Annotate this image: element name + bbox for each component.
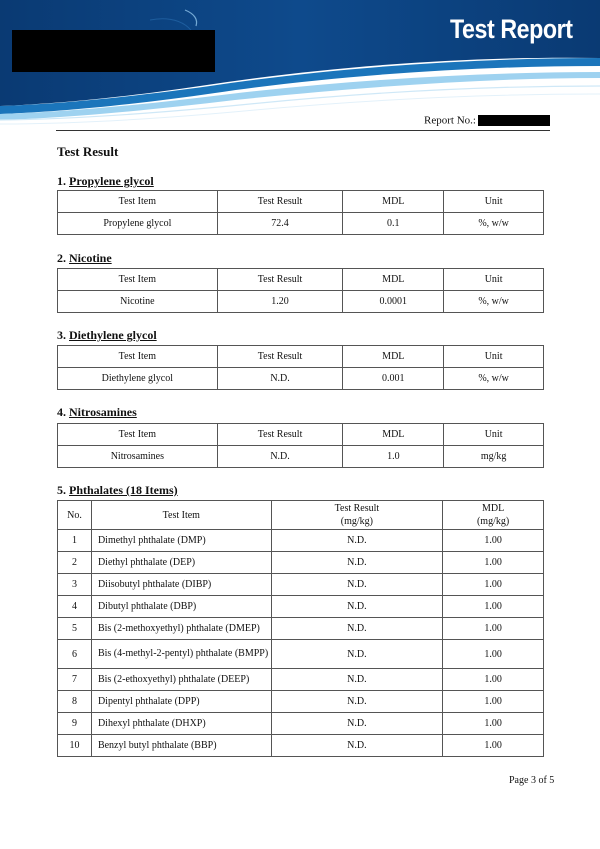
- cell-no: 2: [58, 552, 92, 574]
- cell-result: N.D.: [271, 735, 443, 757]
- page-number: Page 3 of 5: [509, 775, 555, 786]
- report-header: [0, 0, 600, 130]
- table-header-row: [58, 191, 544, 213]
- cell-no: 5: [58, 618, 92, 640]
- header-cell-no: No.: [58, 501, 92, 530]
- cell-result: N.D.: [271, 574, 443, 596]
- cell-mdl: 1.00: [443, 669, 544, 691]
- cell-mdl: 1.00: [443, 640, 544, 669]
- table-row: [58, 574, 544, 596]
- redacted-report-number: [478, 115, 550, 126]
- table-row: [58, 596, 544, 618]
- table-row: [58, 735, 544, 757]
- cell-no: 1: [58, 530, 92, 552]
- header-cell: Test Result: [217, 424, 343, 446]
- cell-item: Dimethyl phthalate (DMP): [91, 530, 271, 552]
- section-title-diethylene-glycol: 3. Diethylene glycol: [57, 328, 157, 342]
- header-cell: Test Item: [58, 346, 218, 368]
- header-cell: Test Result: [217, 346, 343, 368]
- table-row: [58, 669, 544, 691]
- section-title-nitrosamines: 4. Nitrosamines: [57, 405, 137, 419]
- cell-item: Dibutyl phthalate (DBP): [91, 596, 271, 618]
- cell-item: Diisobutyl phthalate (DIBP): [91, 574, 271, 596]
- cell-item: Bis (2-ethoxyethyl) phthalate (DEEP): [91, 669, 271, 691]
- cell: 0.0001: [343, 291, 444, 313]
- header-cell: MDL: [343, 424, 444, 446]
- cell-no: 7: [58, 669, 92, 691]
- table-nitrosamines: [57, 423, 544, 468]
- cell: mg/kg: [444, 446, 544, 468]
- cell-mdl: 1.00: [443, 552, 544, 574]
- header-cell: MDL: [343, 269, 444, 291]
- table-row: [58, 213, 544, 235]
- cell-mdl: 1.00: [443, 596, 544, 618]
- table-diethylene-glycol: [57, 345, 544, 390]
- cell-result: N.D.: [271, 618, 443, 640]
- cell-result: N.D.: [271, 530, 443, 552]
- header-divider: [56, 130, 550, 131]
- table-row: [58, 446, 544, 468]
- cell-item: Benzyl butyl phthalate (BBP): [91, 735, 271, 757]
- cell-result: N.D.: [271, 552, 443, 574]
- table-header-row: [58, 424, 544, 446]
- cell: N.D.: [217, 446, 343, 468]
- cell-mdl: 1.00: [443, 530, 544, 552]
- header-cell: Test Result: [217, 191, 343, 213]
- cell-no: 10: [58, 735, 92, 757]
- header-cell: MDL: [343, 346, 444, 368]
- table-row: [58, 618, 544, 640]
- cell-mdl: 1.00: [443, 691, 544, 713]
- header-cell: Test Item: [58, 424, 218, 446]
- header-cell: Test Result: [217, 269, 343, 291]
- cell: 0.1: [343, 213, 444, 235]
- cell-no: 8: [58, 691, 92, 713]
- table-header-row: [58, 269, 544, 291]
- cell-no: 3: [58, 574, 92, 596]
- cell: %, w/w: [444, 291, 544, 313]
- redacted-logo: [12, 30, 215, 72]
- section-title-nicotine: 2. Nicotine: [57, 251, 112, 265]
- header-cell: Unit: [444, 424, 544, 446]
- header-cell: MDL: [343, 191, 444, 213]
- table-row: [58, 691, 544, 713]
- header-cell: Unit: [444, 269, 544, 291]
- cell-result: N.D.: [271, 669, 443, 691]
- table-row: [58, 368, 544, 390]
- cell: Propylene glycol: [58, 213, 218, 235]
- header-cell-mdl: MDL (mg/kg): [443, 501, 544, 530]
- table-row: [58, 640, 544, 669]
- cell: N.D.: [217, 368, 343, 390]
- cell-mdl: 1.00: [443, 574, 544, 596]
- table-header-row: [58, 501, 544, 530]
- cell-result: N.D.: [271, 713, 443, 735]
- table-row: [58, 530, 544, 552]
- table-nicotine: [57, 268, 544, 313]
- cell-no: 6: [58, 640, 92, 669]
- cell: 1.0: [343, 446, 444, 468]
- report-brand-title: Test Report: [450, 14, 573, 44]
- cell-item: Dipentyl phthalate (DPP): [91, 691, 271, 713]
- cell-mdl: 1.00: [443, 618, 544, 640]
- cell-item: Dihexyl phthalate (DHXP): [91, 713, 271, 735]
- cell-no: 9: [58, 713, 92, 735]
- header-cell: Test Item: [58, 191, 218, 213]
- report-number-label: Report No.:: [424, 114, 476, 127]
- table-phthalates: [57, 500, 544, 757]
- cell: 0.001: [343, 368, 444, 390]
- cell: Nitrosamines: [58, 446, 218, 468]
- section-title-propylene-glycol: 1. Propylene glycol: [57, 174, 154, 188]
- cell-result: N.D.: [271, 640, 443, 669]
- cell-mdl: 1.00: [443, 735, 544, 757]
- header-cell: Unit: [444, 191, 544, 213]
- table-row: [58, 552, 544, 574]
- header-cell: Unit: [444, 346, 544, 368]
- cell: Diethylene glycol: [58, 368, 218, 390]
- cell-mdl: 1.00: [443, 713, 544, 735]
- header-cell-item: Test Item: [91, 501, 271, 530]
- cell: Nicotine: [58, 291, 218, 313]
- cell-result: N.D.: [271, 691, 443, 713]
- report-number: [424, 114, 550, 126]
- cell-no: 4: [58, 596, 92, 618]
- header-cell-result: Test Result (mg/kg): [271, 501, 443, 530]
- cell-item: Diethyl phthalate (DEP): [91, 552, 271, 574]
- cell: 1.20: [217, 291, 343, 313]
- table-row: [58, 713, 544, 735]
- cell: %, w/w: [444, 368, 544, 390]
- cell: %, w/w: [444, 213, 544, 235]
- table-header-row: [58, 346, 544, 368]
- page-title: Test Result: [57, 144, 119, 159]
- header-cell: Test Item: [58, 269, 218, 291]
- cell-result: N.D.: [271, 596, 443, 618]
- cell: 72.4: [217, 213, 343, 235]
- table-propylene-glycol: [57, 190, 544, 235]
- table-row: [58, 291, 544, 313]
- cell-item: Bis (4-methyl-2-pentyl) phthalate (BMPP): [91, 640, 271, 669]
- cell-item: Bis (2-methoxyethyl) phthalate (DMEP): [91, 618, 271, 640]
- section-title-phthalates: 5. Phthalates (18 Items): [57, 483, 178, 497]
